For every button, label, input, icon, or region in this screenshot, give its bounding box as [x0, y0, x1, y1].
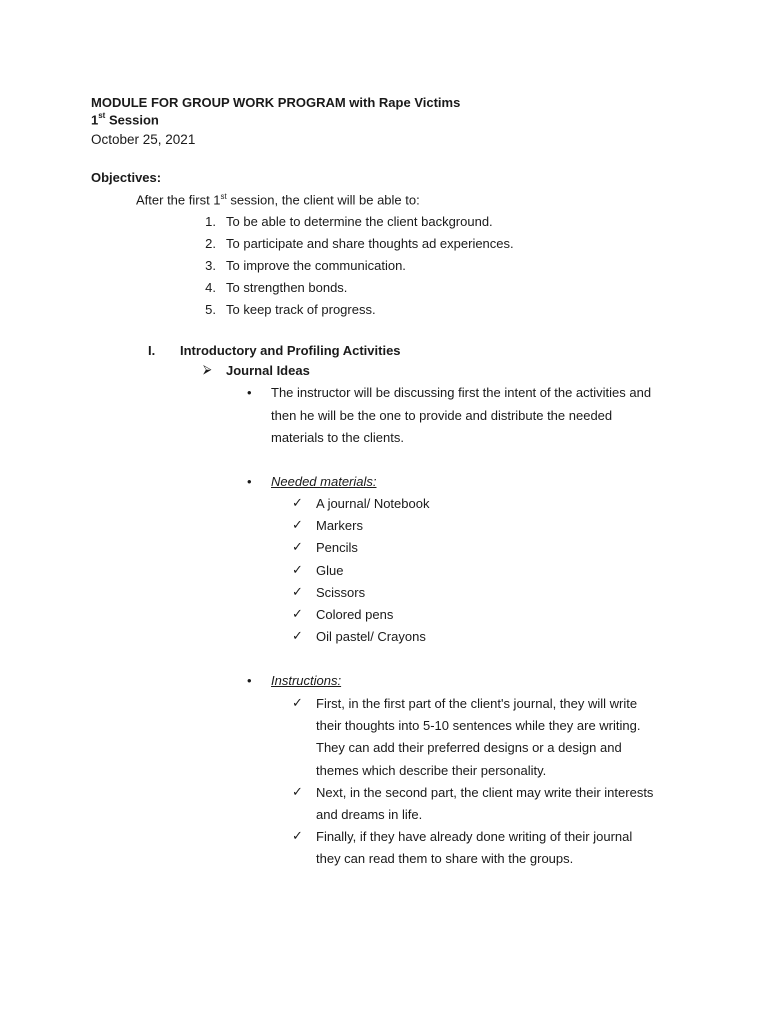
- bullet-icon: •: [247, 474, 252, 489]
- checkmark-icon: ✓: [292, 606, 303, 621]
- objectives-intro-superscript: st: [220, 192, 227, 201]
- subsection-title: Journal Ideas: [226, 363, 310, 378]
- material-item: Markers: [316, 518, 363, 533]
- material-item: Pencils: [316, 540, 358, 555]
- instruction-line: They can add their preferred designs or a design and: [316, 740, 622, 755]
- session-text: Session: [105, 112, 159, 128]
- materials-heading: Needed materials:: [271, 474, 377, 489]
- list-item-text: To keep track of progress.: [226, 302, 376, 317]
- section-title: Introductory and Profiling Activities: [180, 343, 401, 358]
- session-superscript: st: [98, 111, 106, 120]
- checkmark-icon: ✓: [292, 628, 303, 643]
- paragraph-line: then he will be the one to provide and distribute the needed: [271, 408, 613, 423]
- objectives-heading: Objectives:: [91, 170, 162, 185]
- checkmark-icon: ✓: [292, 695, 303, 710]
- list-item-text: To be able to determine the client background.: [226, 214, 493, 229]
- list-item-number: 2.: [205, 236, 216, 251]
- checkmark-icon: ✓: [292, 562, 303, 577]
- instruction-line: Finally, if they have already done writing of their journal: [316, 829, 633, 844]
- objectives-intro-post: session, the client will be able to:: [226, 192, 420, 208]
- checkmark-icon: ✓: [292, 495, 303, 510]
- list-item-number: 3.: [205, 258, 216, 273]
- instruction-line: and dreams in life.: [316, 807, 423, 822]
- material-item: Oil pastel/ Crayons: [316, 629, 426, 644]
- checkmark-icon: ✓: [292, 784, 303, 799]
- session-label: [91, 112, 159, 127]
- list-item-number: 1.: [205, 214, 216, 229]
- document-title: MODULE FOR GROUP WORK PROGRAM with Rape Victims: [91, 95, 461, 110]
- bullet-icon: •: [247, 385, 252, 400]
- checkmark-icon: ✓: [292, 517, 303, 532]
- objectives-intro-pre: After the first 1: [136, 192, 221, 208]
- material-item: Colored pens: [316, 607, 394, 622]
- instruction-line: themes which describe their personality.: [316, 763, 547, 778]
- list-item-text: To improve the communication.: [226, 258, 406, 273]
- material-item: Glue: [316, 563, 344, 578]
- objectives-intro: [136, 192, 420, 207]
- list-item-number: 4.: [205, 280, 216, 295]
- list-item-text: To strengthen bonds.: [226, 280, 348, 295]
- instruction-line: First, in the first part of the client's journal, they will write: [316, 696, 638, 711]
- material-item: A journal/ Notebook: [316, 496, 430, 511]
- checkmark-icon: ✓: [292, 584, 303, 599]
- list-item-text: To participate and share thoughts ad experiences.: [226, 236, 514, 251]
- checkmark-icon: ✓: [292, 828, 303, 843]
- instruction-line: they can read them to share with the groups.: [316, 851, 574, 866]
- instructions-heading: Instructions:: [271, 673, 342, 688]
- checkmark-icon: ✓: [292, 539, 303, 554]
- section-numeral: I.: [148, 343, 156, 358]
- session-date: October 25, 2021: [91, 132, 196, 147]
- paragraph-line: materials to the clients.: [271, 430, 404, 445]
- bullet-icon: •: [247, 673, 252, 688]
- material-item: Scissors: [316, 585, 366, 600]
- list-item-number: 5.: [205, 302, 216, 317]
- session-number: 1: [91, 112, 99, 128]
- arrow-bullet-icon: ⮚: [203, 362, 212, 376]
- paragraph-line: The instructor will be discussing first the intent of the activities and: [271, 385, 652, 400]
- instruction-line: their thoughts into 5-10 sentences while they are writing.: [316, 718, 641, 733]
- instruction-line: Next, in the second part, the client may write their interests: [316, 785, 654, 800]
